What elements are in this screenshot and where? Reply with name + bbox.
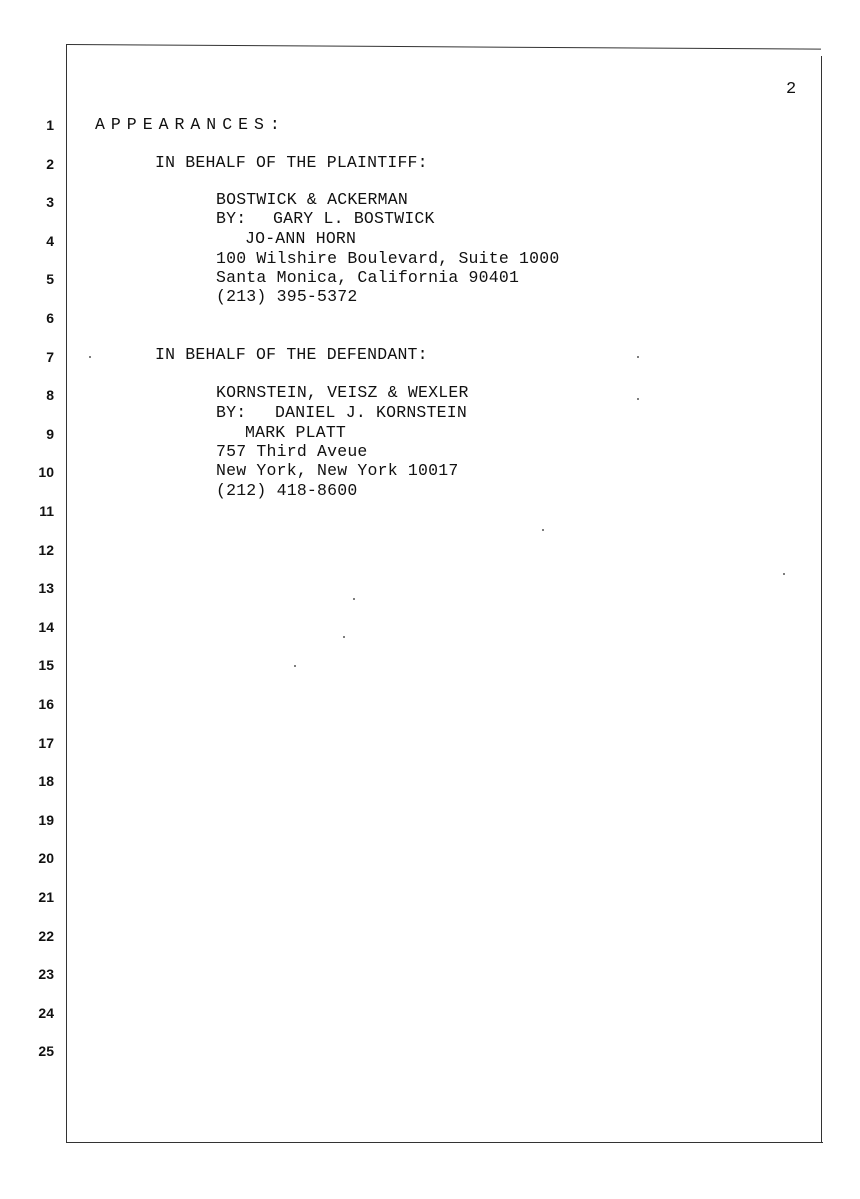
appearances-heading: APPEARANCES:	[95, 115, 286, 134]
line-number: 16	[38, 696, 54, 712]
plaintiff-phone: (213) 395-5372	[216, 287, 358, 306]
defendant-attorney-1: DANIEL J. KORNSTEIN	[275, 403, 467, 422]
scan-speck	[89, 356, 91, 358]
defendant-label: IN BEHALF OF THE DEFENDANT:	[155, 345, 428, 364]
line-number: 8	[46, 387, 54, 404]
plaintiff-by-prefix: BY:	[216, 209, 247, 228]
line-number: 14	[38, 618, 54, 635]
line-number: 18	[38, 773, 54, 790]
plaintiff-label: IN BEHALF OF THE PLAINTIFF:	[155, 153, 428, 172]
line-number: 23	[38, 966, 54, 983]
scan-speck	[294, 665, 296, 667]
line-number: 19	[38, 811, 54, 828]
plaintiff-firm: BOSTWICK & ACKERMAN	[216, 190, 408, 209]
line-number: 10	[38, 464, 54, 481]
plaintiff-address-1: 100 Wilshire Boulevard, Suite 1000	[216, 249, 560, 268]
line-number: 22	[38, 927, 54, 944]
defendant-firm: KORNSTEIN, VEISZ & WEXLER	[216, 383, 469, 402]
defendant-address-1: 757 Third Aveue	[216, 442, 368, 461]
line-number: 1	[46, 117, 54, 133]
line-number: 13	[38, 580, 54, 597]
line-number: 2	[46, 155, 54, 172]
plaintiff-attorney-2: JO-ANN HORN	[245, 229, 357, 248]
scan-speck	[783, 573, 785, 575]
defendant-by-prefix: BY:	[216, 403, 247, 422]
frame-bottom-rule	[66, 1142, 823, 1143]
scan-speck	[353, 598, 355, 600]
scan-speck	[637, 398, 639, 400]
line-number: 7	[46, 348, 54, 365]
defendant-phone: (212) 418-8600	[216, 481, 358, 500]
frame-top-rule	[67, 44, 821, 50]
line-number: 9	[46, 425, 54, 442]
page-number: 2	[786, 80, 797, 99]
scan-speck	[343, 636, 345, 638]
line-number: 6	[46, 310, 54, 326]
defendant-attorney-2: MARK PLATT	[245, 423, 347, 442]
line-number: 25	[38, 1043, 54, 1060]
line-number: 20	[38, 850, 54, 867]
line-number: 11	[39, 503, 54, 519]
scan-speck	[542, 529, 544, 531]
line-number: 5	[46, 271, 54, 288]
line-number: 12	[38, 541, 54, 558]
line-number: 3	[46, 194, 54, 211]
line-number: 24	[38, 1004, 54, 1021]
frame-right-rule	[821, 56, 822, 1143]
defendant-address-2: New York, New York 10017	[216, 461, 459, 480]
line-number: 17	[38, 734, 54, 751]
line-number-column	[0, 0, 60, 1199]
scan-speck	[637, 356, 639, 358]
plaintiff-attorney-1: GARY L. BOSTWICK	[273, 209, 435, 228]
line-number: 4	[46, 232, 54, 249]
line-number: 15	[38, 657, 54, 674]
frame-left-rule	[66, 44, 67, 1143]
plaintiff-address-2: Santa Monica, California 90401	[216, 268, 520, 287]
line-number: 21	[38, 889, 54, 905]
